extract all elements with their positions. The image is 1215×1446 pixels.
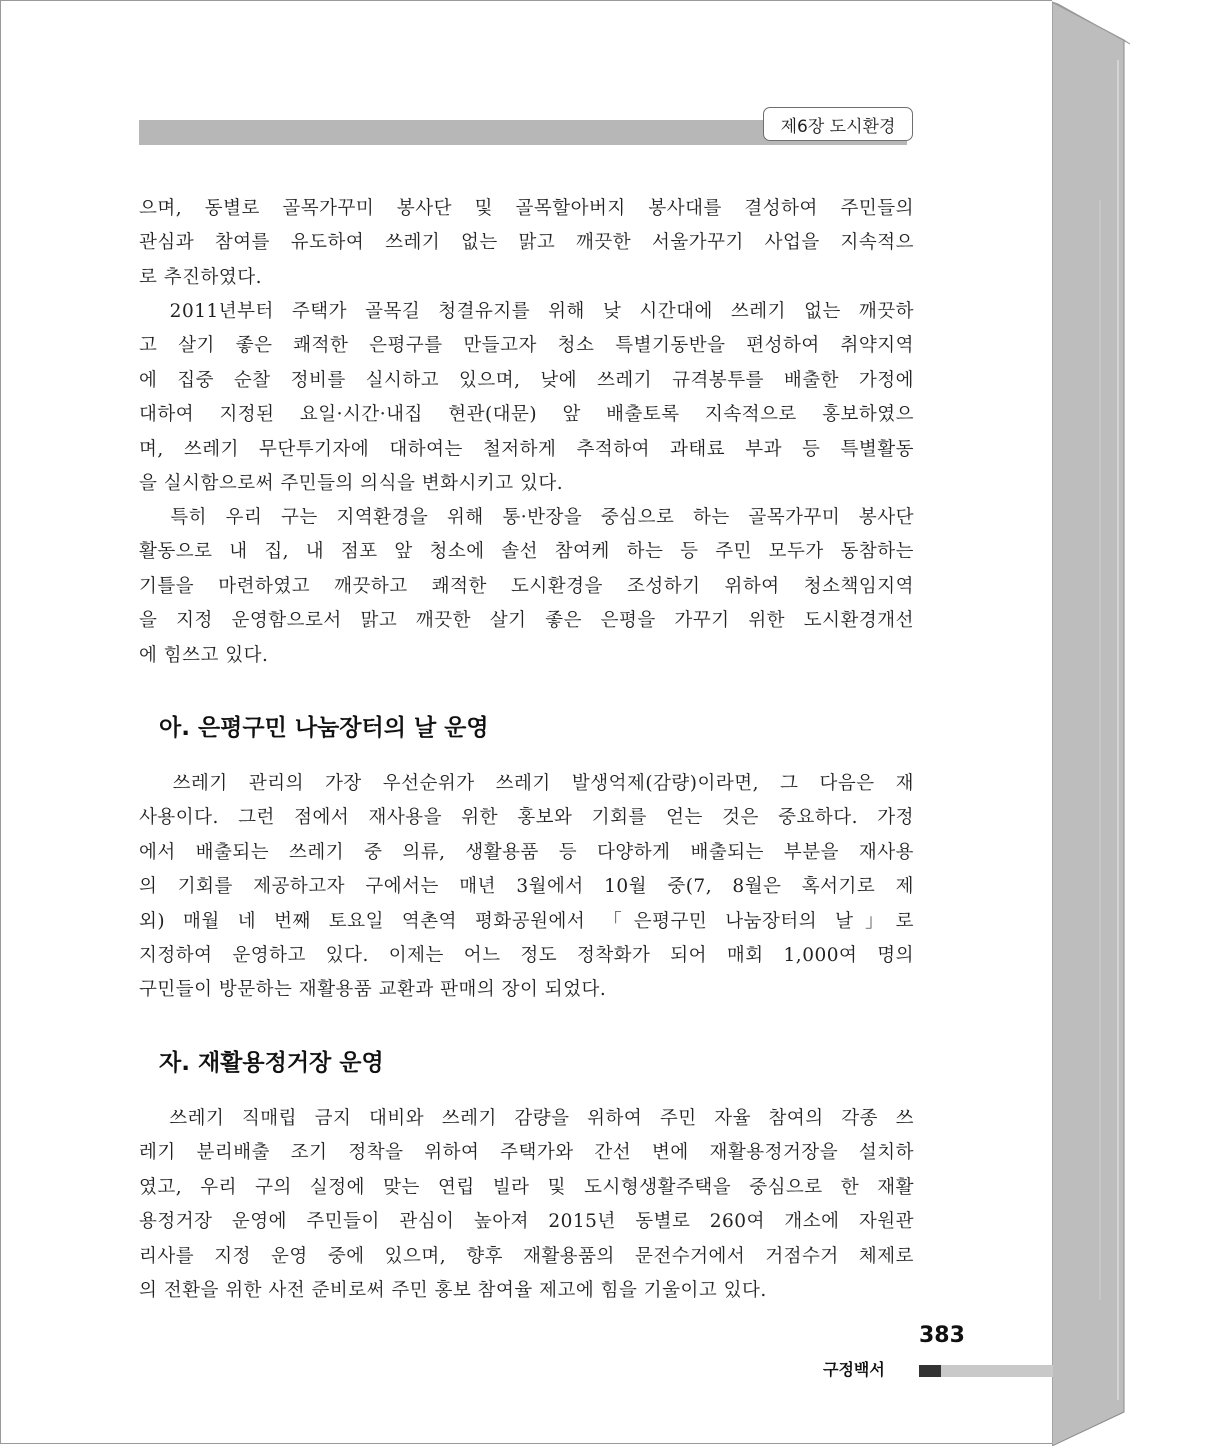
text-line: 을 지정 운영함으로서 맑고 깨끗한 살기 좋은 은평을 가꾸기 위한 도시환경개선 [139, 610, 914, 632]
paragraph-3 [139, 501, 914, 673]
section-b-paragraph [139, 1102, 914, 1308]
text-line: 며, 쓰레기 무단투기자에 대하여는 철저하게 추적하여 과태료 부과 등 특별활동 [139, 438, 914, 460]
chapter-title: 제6장 도시환경 [780, 116, 896, 137]
text-line: 대하여 지정된 요일·시간·내집 현관(대문) 앞 배출토록 지속적으로 홍보하였으 [139, 404, 914, 426]
page-number: 383 [919, 1323, 965, 1348]
text-line: 의 전환을 위한 사전 준비로써 주민 홍보 참여율 제고에 힘을 기울이고 있다. [139, 1280, 767, 1302]
text-line: 에 힘쓰고 있다. [139, 644, 269, 666]
text-line: 로 추진하였다. [139, 266, 262, 288]
text-line: 쓰레기 관리의 가장 우선순위가 쓰레기 발생억제(감량)이라면, 그 다음은 재 [139, 773, 914, 794]
text-line: 지정하여 운영하고 있다. 이제는 어느 정도 정착화가 되어 매회 1,000여 명의 [139, 945, 914, 967]
text-line: 레기 분리배출 조기 정착을 위하여 주택가와 간선 변에 재활용정거장을 설치하 [139, 1142, 914, 1164]
text-line: 구민들이 방문하는 재활용품 교환과 판매의 장이 되었다. [139, 979, 607, 1001]
text-line: 2011년부터 주택가 골목길 청결유지를 위해 낮 시간대에 쓰레기 없는 깨끗하 [139, 301, 914, 322]
text-line: 사용이다. 그런 점에서 재사용을 위한 홍보와 기회를 얻는 것은 중요하다. 가정 [139, 807, 914, 829]
text-line: 였고, 우리 구의 실정에 맞는 연립 빌라 및 도시형생활주택을 중심으로 한 재활 [139, 1176, 914, 1198]
text-line: 을 실시함으로써 주민들의 의식을 변화시키고 있다. [139, 473, 564, 495]
text-line: 용정거장 운영에 주민들이 관심이 높아져 2015년 동별로 260여 개소에 자원관 [139, 1211, 914, 1233]
text-line: 으며, 동별로 골목가꾸미 봉사단 및 골목할아버지 봉사대를 결성하여 주민들의 [139, 198, 914, 219]
footer-bar-accent [919, 1365, 941, 1377]
text-line: 에서 배출되는 쓰레기 중 의류, 생활용품 등 다양하게 배출되는 부분을 재사용 [139, 841, 914, 863]
text-line: 의 기회를 제공하고자 구에서는 매년 3월에서 10월 중(7, 8월은 혹서기로 제 [139, 876, 914, 898]
paragraph-2 [139, 295, 914, 501]
text-line: 특히 우리 구는 지역환경을 위해 통·반장을 중심으로 하는 골목가꾸미 봉사단 [139, 507, 914, 528]
section-heading-b: 자. 재활용정거장 운영 [159, 1050, 384, 1076]
footer-label: 구정백서 [823, 1360, 885, 1379]
text-line: 리사를 지정 운영 중에 있으며, 향후 재활용품의 문전수거에서 거점수거 체제로 [139, 1245, 914, 1267]
section-a-paragraph [139, 767, 914, 1008]
text-line: 고 살기 좋은 쾌적한 은평구를 만들고자 청소 특별기동반을 편성하여 취약지역 [139, 335, 914, 357]
text-line: 관심과 참여를 유도하여 쓰레기 없는 맑고 깨끗한 서울가꾸기 사업을 지속적으 [139, 232, 914, 254]
text-line: 기틀을 마련하였고 깨끗하고 쾌적한 도시환경을 조성하기 위하여 청소책임지역 [139, 575, 914, 597]
section-heading-a: 아. 은평구민 나눔장터의 날 운영 [159, 715, 489, 741]
text-line: 쓰레기 직매립 금지 대비와 쓰레기 감량을 위하여 주민 자율 참여의 각종 쓰 [139, 1108, 914, 1129]
text-line: 외) 매월 네 번째 토요일 역촌역 평화공원에서 「은평구민 나눔장터의 날」로 [139, 910, 914, 932]
book-page-edges [1052, 0, 1215, 1446]
paragraph-1 [139, 192, 914, 295]
text-line: 활동으로 내 집, 내 점포 앞 청소에 솔선 참여케 하는 등 주민 모두가 동참하는 [139, 541, 914, 563]
chapter-tab [763, 107, 913, 141]
text-line: 에 집중 순찰 정비를 실시하고 있으며, 낮에 쓰레기 규격봉투를 배출한 가정에 [139, 369, 914, 391]
footer-bar [941, 1365, 1053, 1377]
